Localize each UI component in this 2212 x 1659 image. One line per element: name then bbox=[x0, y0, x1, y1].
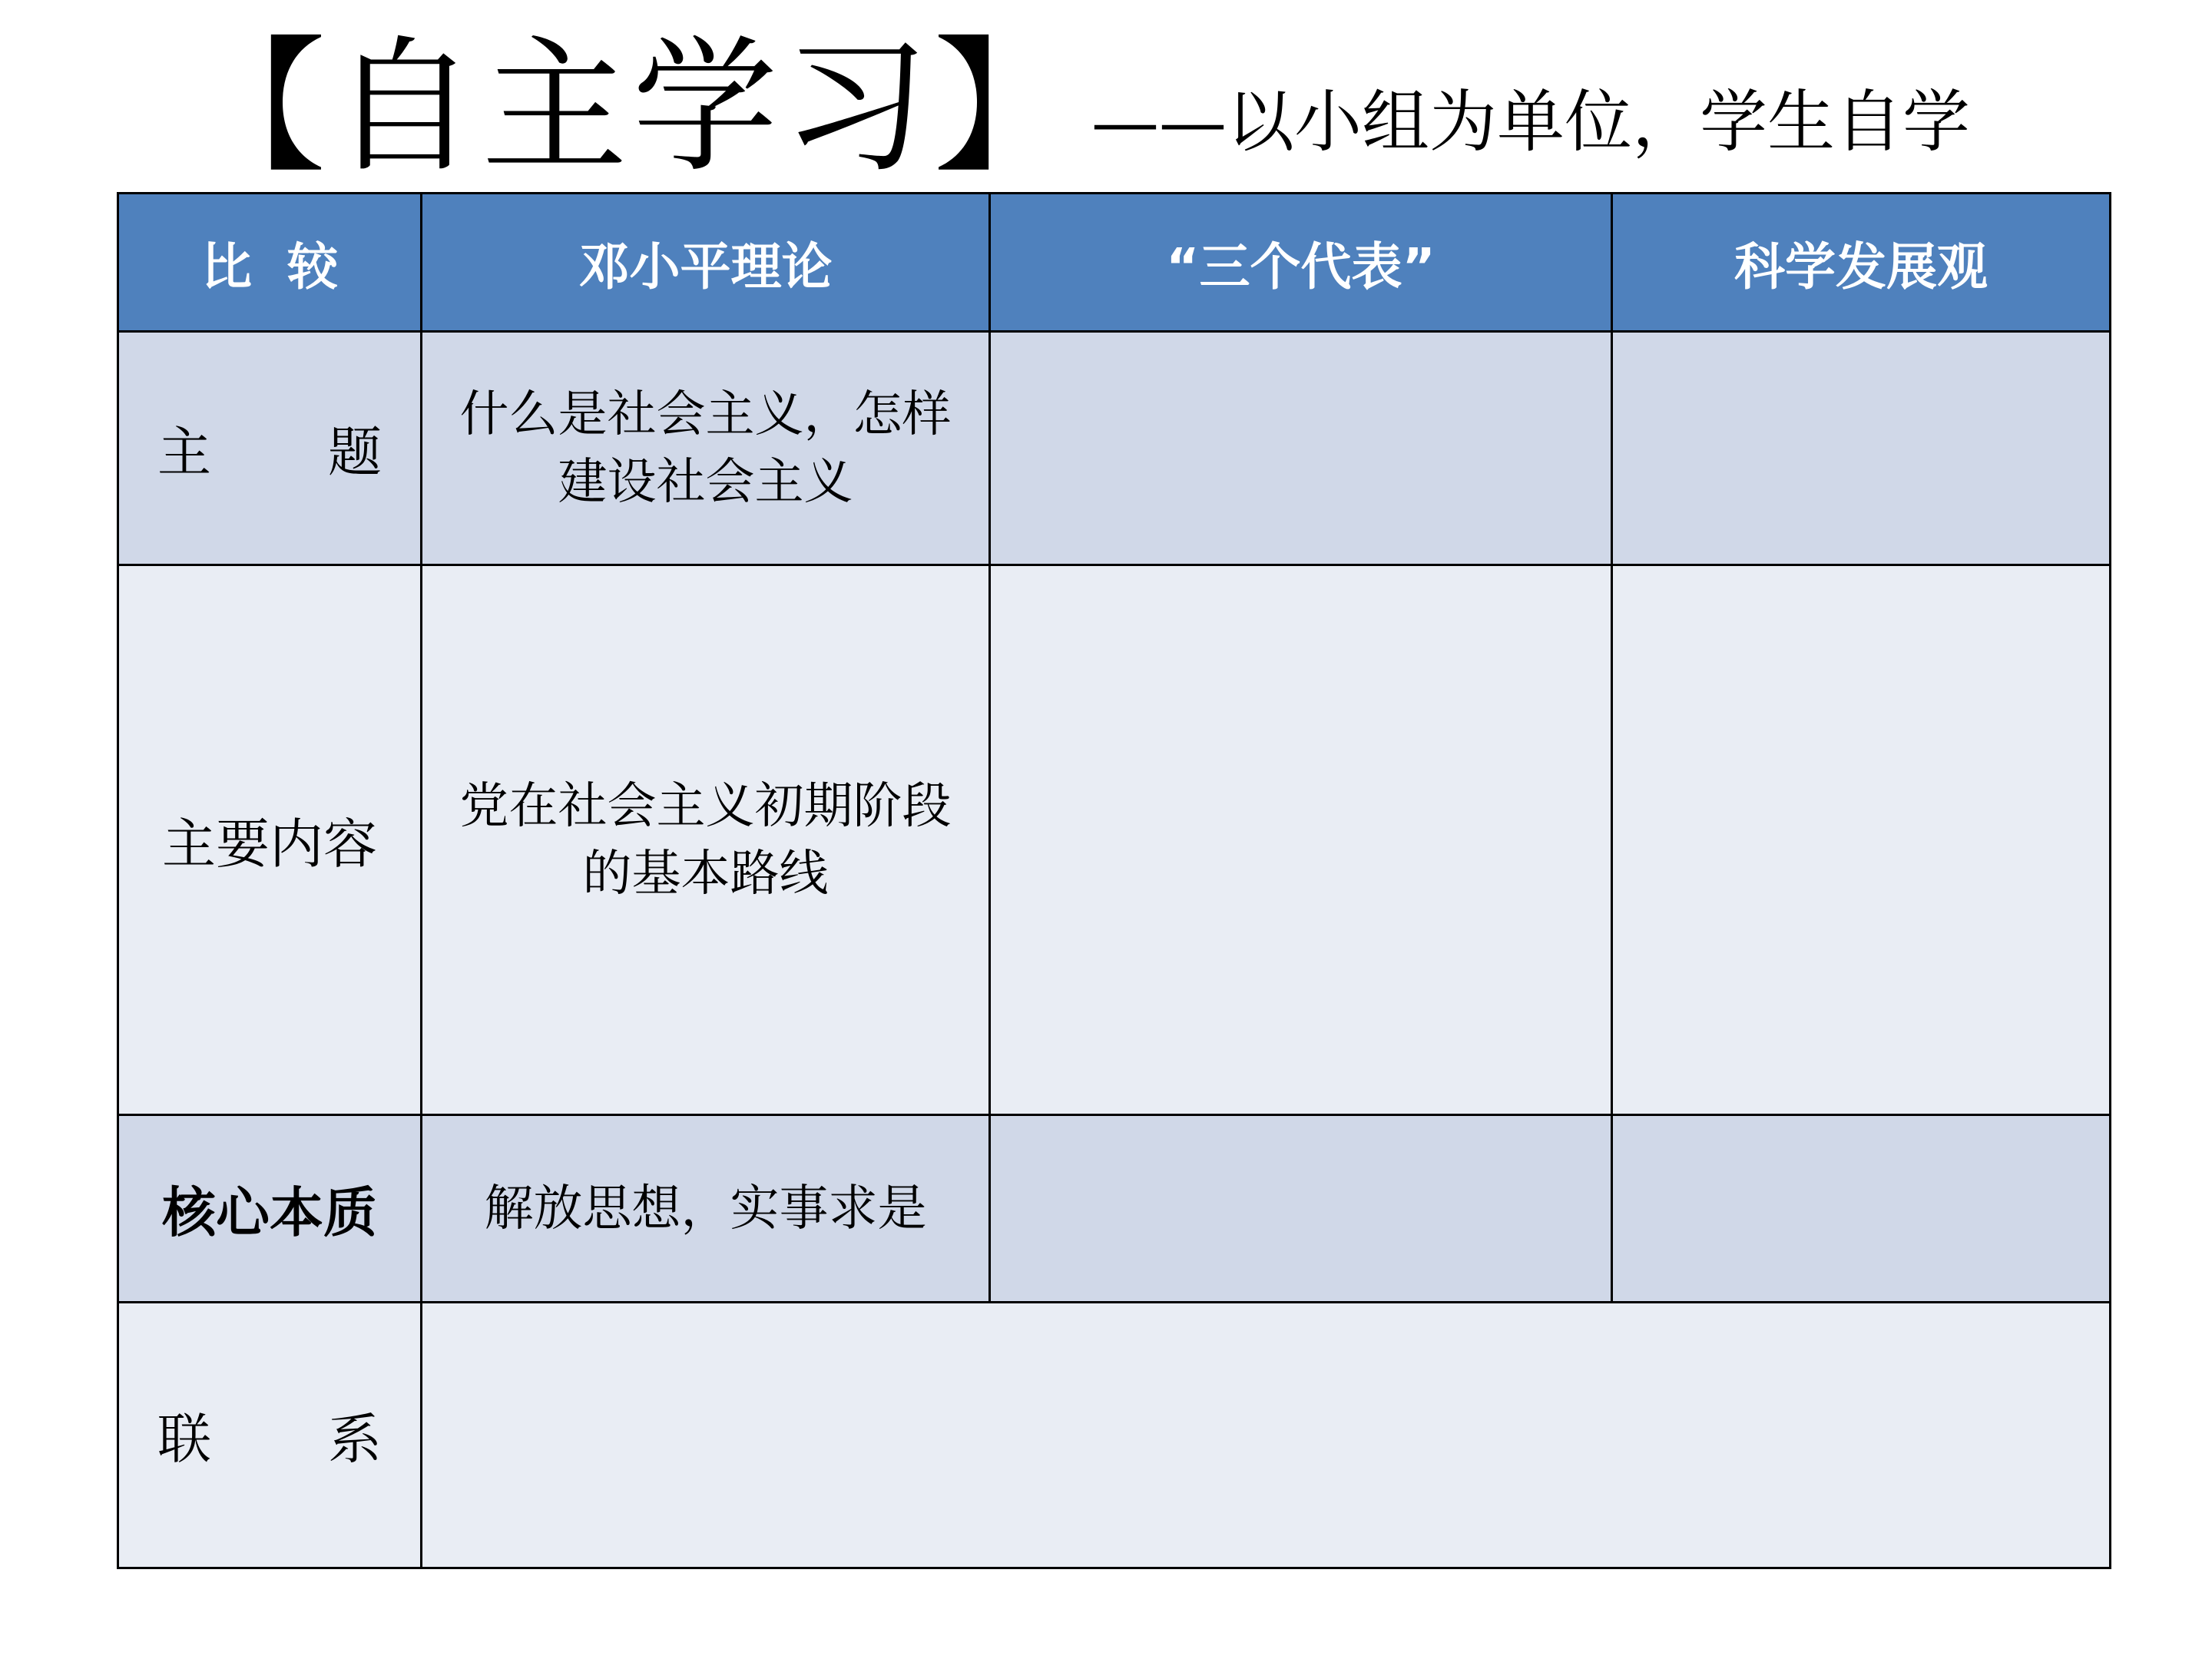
slide-title bbox=[180, 22, 2139, 192]
cell-essence-deng: 解放思想，实事求是 bbox=[422, 1115, 990, 1303]
row-label-theme bbox=[118, 332, 422, 565]
table-row-theme bbox=[118, 332, 2111, 565]
table-header-row bbox=[118, 194, 2111, 332]
header-compare: 比 较 bbox=[118, 194, 422, 332]
row-label-connection-char-2: 系 bbox=[328, 1408, 382, 1471]
header-deng-theory: 邓小平理论 bbox=[422, 194, 990, 332]
row-label-connection-char-1: 联 bbox=[157, 1408, 211, 1471]
title-main: 【自主学习】 bbox=[180, 22, 1084, 192]
cell-content-three-represents bbox=[990, 565, 1612, 1115]
cell-content-scientific-outlook bbox=[1612, 565, 2111, 1115]
row-label-theme-char-1: 主 bbox=[157, 421, 211, 484]
cell-theme-deng: 什么是社会主义，怎样建设社会主义 bbox=[422, 332, 990, 565]
cell-essence-three-represents bbox=[990, 1115, 1612, 1303]
table-row-connection bbox=[118, 1303, 2111, 1568]
row-label-connection bbox=[118, 1303, 422, 1568]
title-subtitle: ——以小组为单位，学生自学 bbox=[1091, 82, 1971, 161]
cell-theme-scientific-outlook bbox=[1612, 332, 2111, 565]
row-label-core-essence: 核心本质 bbox=[118, 1115, 422, 1303]
cell-connection bbox=[422, 1303, 2111, 1568]
table-row-core-essence bbox=[118, 1115, 2111, 1303]
cell-essence-scientific-outlook bbox=[1612, 1115, 2111, 1303]
cell-content-deng: 党在社会主义初期阶段的基本路线 bbox=[422, 565, 990, 1115]
table-row-main-content bbox=[118, 565, 2111, 1115]
row-label-theme-char-2: 题 bbox=[328, 421, 382, 484]
comparison-table bbox=[117, 192, 2111, 1569]
header-three-represents: “三个代表” bbox=[990, 194, 1612, 332]
row-label-main-content: 主要内容 bbox=[118, 565, 422, 1115]
cell-theme-three-represents bbox=[990, 332, 1612, 565]
header-scientific-outlook: 科学发展观 bbox=[1612, 194, 2111, 332]
